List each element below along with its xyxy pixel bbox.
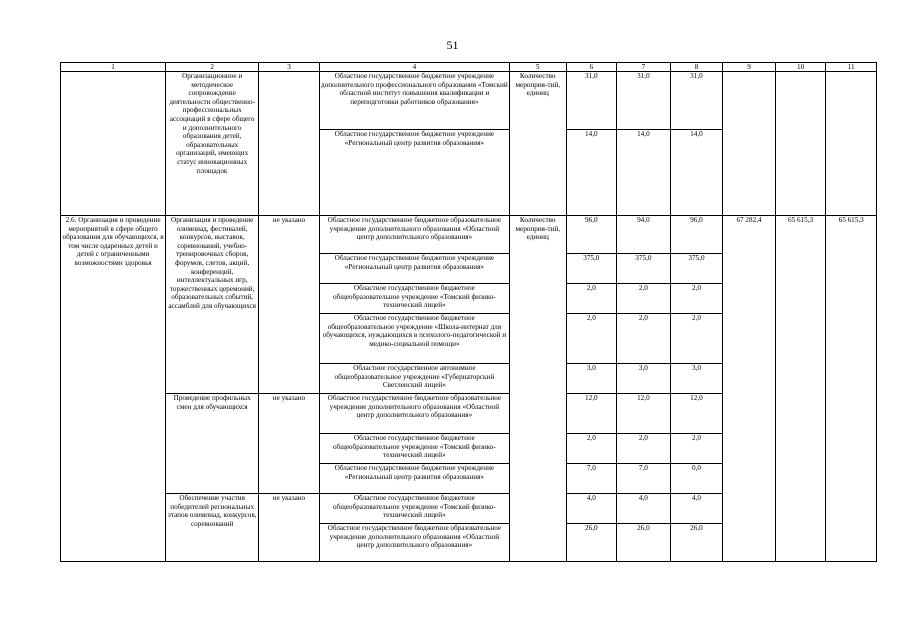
value-cell: 0,0 [670, 464, 723, 494]
value-cell: 2,0 [566, 434, 617, 464]
organization-cell: Областное государственное бюджетное образовательное учреждение дополнительного образования «Областной центр дополнительного образования» [319, 216, 509, 254]
source-cell: не указано [259, 216, 320, 394]
organization-cell: Областное государственное бюджетное учреждение дополнительного профессионального образования «Томский областной институт повышения квалификации и переподготовки работников образования» [319, 72, 509, 130]
value-cell: 375,0 [617, 254, 671, 284]
value-cell: 3,0 [670, 364, 723, 394]
plan-table [60, 62, 877, 562]
value-cell: 2,0 [670, 314, 723, 364]
empty-cell [259, 72, 320, 216]
value-cell: 7,0 [617, 464, 671, 494]
value-cell: 2,0 [670, 284, 723, 314]
measure-cell: 2.6. Организация и проведение мероприятий в сфере общего образования для обучающихся, в том числе одаренных детей и детей с ограниченными возможностями здоровья [61, 216, 166, 562]
empty-cell [61, 72, 166, 216]
value-cell: 14,0 [617, 130, 671, 216]
header-cell: 7 [617, 63, 671, 72]
header-cell: 11 [826, 63, 877, 72]
value-cell: 26,0 [566, 524, 617, 562]
header-cell: 10 [775, 63, 826, 72]
organization-cell: Областное государственное бюджетное общеобразовательное учреждение «Томский физико-технический лицей» [319, 284, 509, 314]
header-cell: 2 [166, 63, 259, 72]
header-cell: 9 [723, 63, 776, 72]
value-cell: 2,0 [617, 434, 671, 464]
activity-cell: Проведение профильных смен для обучающихся [166, 394, 259, 494]
organization-cell: Областное государственное бюджетное образовательное учреждение дополнительного образования «Областной центр дополнительного образования» [319, 394, 509, 434]
value-cell: 7,0 [566, 464, 617, 494]
organization-cell: Областное государственное бюджетное общеобразовательное учреждение «Томский физико-технический лицей» [319, 434, 509, 464]
value-cell: 12,0 [566, 394, 617, 434]
empty-cell [723, 72, 776, 216]
empty-cell [775, 72, 826, 216]
activity-cell: Обеспечение участия победителей региональных этапов олимпиад, конкурсов, соревнований [166, 494, 259, 562]
source-cell: не указано [259, 394, 320, 494]
organization-cell: Областное государственное автономное общеобразовательное учреждение «Губернаторский Светленский лицей» [319, 364, 509, 394]
value-cell: 3,0 [617, 364, 671, 394]
value-cell: 2,0 [566, 284, 617, 314]
value-cell: 26,0 [617, 524, 671, 562]
value-cell: 65 615,3 [775, 216, 826, 562]
value-cell: 4,0 [670, 494, 723, 524]
value-cell: 31,0 [566, 72, 617, 130]
value-cell: 96,0 [566, 216, 617, 254]
page-number: 51 [446, 38, 459, 52]
header-cell: 1 [61, 63, 166, 72]
table-row [61, 72, 877, 130]
organization-cell: Областное государственное бюджетное учреждение «Региональный центр развития образования» [319, 254, 509, 284]
header-cell: 8 [670, 63, 723, 72]
value-cell: 375,0 [670, 254, 723, 284]
value-cell: 14,0 [566, 130, 617, 216]
value-cell: 2,0 [617, 284, 671, 314]
organization-cell: Областное государственное бюджетное общеобразовательное учреждение «Томский физико-технический лицей» [319, 494, 509, 524]
value-cell: 12,0 [617, 394, 671, 434]
value-cell: 94,0 [617, 216, 671, 254]
source-cell: не указано [259, 494, 320, 562]
value-cell: 375,0 [566, 254, 617, 284]
unit-cell: Количество мероприя-тий, единиц [509, 72, 566, 130]
empty-cell [826, 72, 877, 216]
value-cell: 12,0 [670, 394, 723, 434]
value-cell: 26,0 [670, 524, 723, 562]
value-cell: 2,0 [617, 314, 671, 364]
organization-cell: Областное государственное бюджетное учреждение «Региональный центр развития образования» [319, 464, 509, 494]
activity-cell: Организация и проведение олимпиад, фестивалей, конкурсов, выставок, соревнований, учебно-тренировочных сборов, форумов, слетов, акций, конференций, интеллектуальных игр, торжественных церемоний, образовательных событий, ассамблей для обучающихся [166, 216, 259, 394]
header-cell: 5 [509, 63, 566, 72]
unit-cell: Количество мероприя-тий, единиц [509, 216, 566, 562]
value-cell: 96,0 [670, 216, 723, 254]
organization-cell: Областное государственное бюджетное образовательное учреждение дополнительного образования «Областной центр дополнительного образования» [319, 524, 509, 562]
value-cell: 3,0 [566, 364, 617, 394]
value-cell: 67 282,4 [723, 216, 776, 562]
value-cell: 2,0 [670, 434, 723, 464]
value-cell: 4,0 [617, 494, 671, 524]
header-row [61, 63, 877, 72]
empty-cell [509, 130, 566, 216]
value-cell: 31,0 [617, 72, 671, 130]
organization-cell: Областное государственное бюджетное учреждение «Региональный центр развития образования» [319, 130, 509, 216]
activity-cell: Организационное и методическое сопровождение деятельности общественно-профессиональных ассоциаций в сфере общего и дополнительного образования детей, образовательных организаций, имеющих статус инновационных площадок [166, 72, 259, 216]
value-cell: 4,0 [566, 494, 617, 524]
header-cell: 3 [259, 63, 320, 72]
table-row [61, 216, 877, 254]
organization-cell: Областное государственное бюджетное общеобразовательное учреждение «Школа-интернат для обучающихся, нуждающихся в психолого-педагогической и медико-социальной помощи» [319, 314, 509, 364]
value-cell: 14,0 [670, 130, 723, 216]
header-cell: 4 [319, 63, 509, 72]
header-cell: 6 [566, 63, 617, 72]
value-cell: 65 615,3 [826, 216, 877, 562]
value-cell: 2,0 [566, 314, 617, 364]
value-cell: 31,0 [670, 72, 723, 130]
